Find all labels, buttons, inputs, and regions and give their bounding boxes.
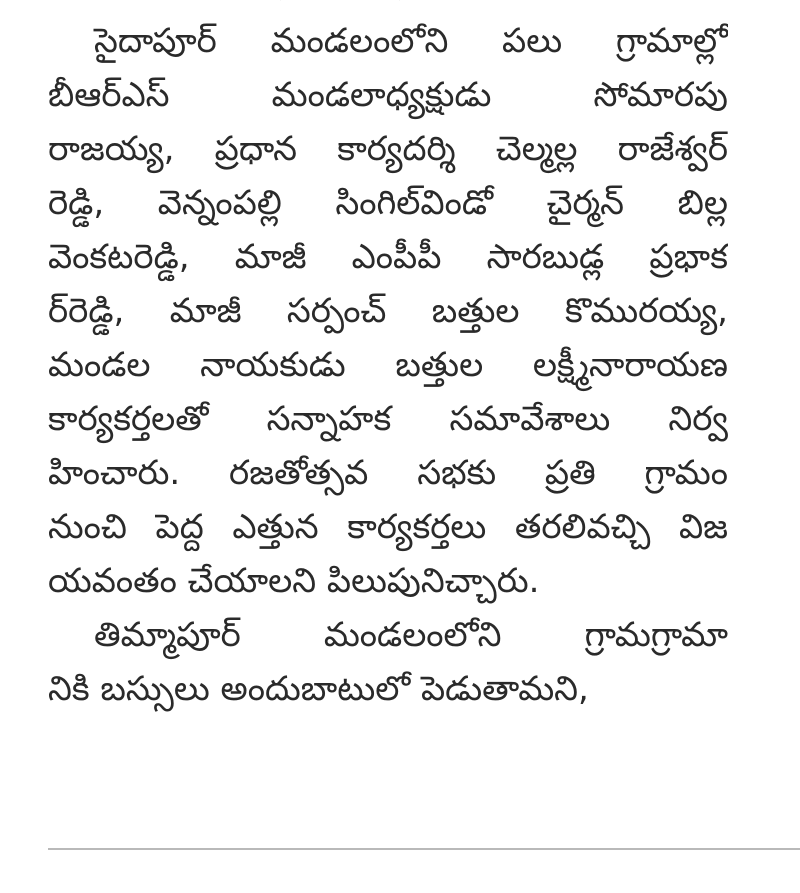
article-line: యవంతం చేయాలని పిలుపునిచ్చారు. <box>48 561 540 601</box>
article-line: నుంచి పెద్ద ఎత్తున కార్యకర్తలు తరలివచ్చి విజ <box>48 507 728 547</box>
article-line: రెడ్డి, వెన్నంపల్లి సింగిల్‌విండో చైర్మన్ బిల్ల <box>48 183 728 223</box>
article-line: తిమ్మాపూర్ మండలంలోని గ్రామగ్రామా <box>94 615 728 655</box>
article-body <box>48 0 728 716</box>
article-line: బీఆర్ఎస్ మండలాధ్యక్షుడు సోమారపు <box>48 75 728 115</box>
article-line: వెంకటరెడ్డి, మాజీ ఎంపీపీ సారబుడ్ల ప్రభాక <box>48 237 728 277</box>
article-line: రాజయ్య, ప్రధాన కార్యదర్శి చెల్మల్ల రాజేశ్వర్ <box>48 129 728 169</box>
article-line: నికి బస్సులు అందుబాటులో పెడుతామని, <box>48 669 589 709</box>
paragraph-1 <box>48 14 728 608</box>
paragraph-2 <box>48 608 728 716</box>
article-line: కార్యకర్తలతో సన్నాహక సమావేశాలు నిర్వ <box>48 399 728 439</box>
article-line: సైదాపూర్ మండలంలోని పలు గ్రామాల్లో <box>94 21 728 61</box>
column-divider <box>48 848 800 850</box>
article-line: ర్‌రెడ్డి, మాజీ సర్పంచ్ బత్తుల కొమురయ్య, <box>48 291 728 331</box>
article-line: మండల నాయకుడు బత్తుల లక్ష్మీనారాయణ <box>48 345 728 385</box>
article-line: హించారు. రజతోత్సవ సభకు ప్రతి గ్రామం <box>48 453 728 493</box>
